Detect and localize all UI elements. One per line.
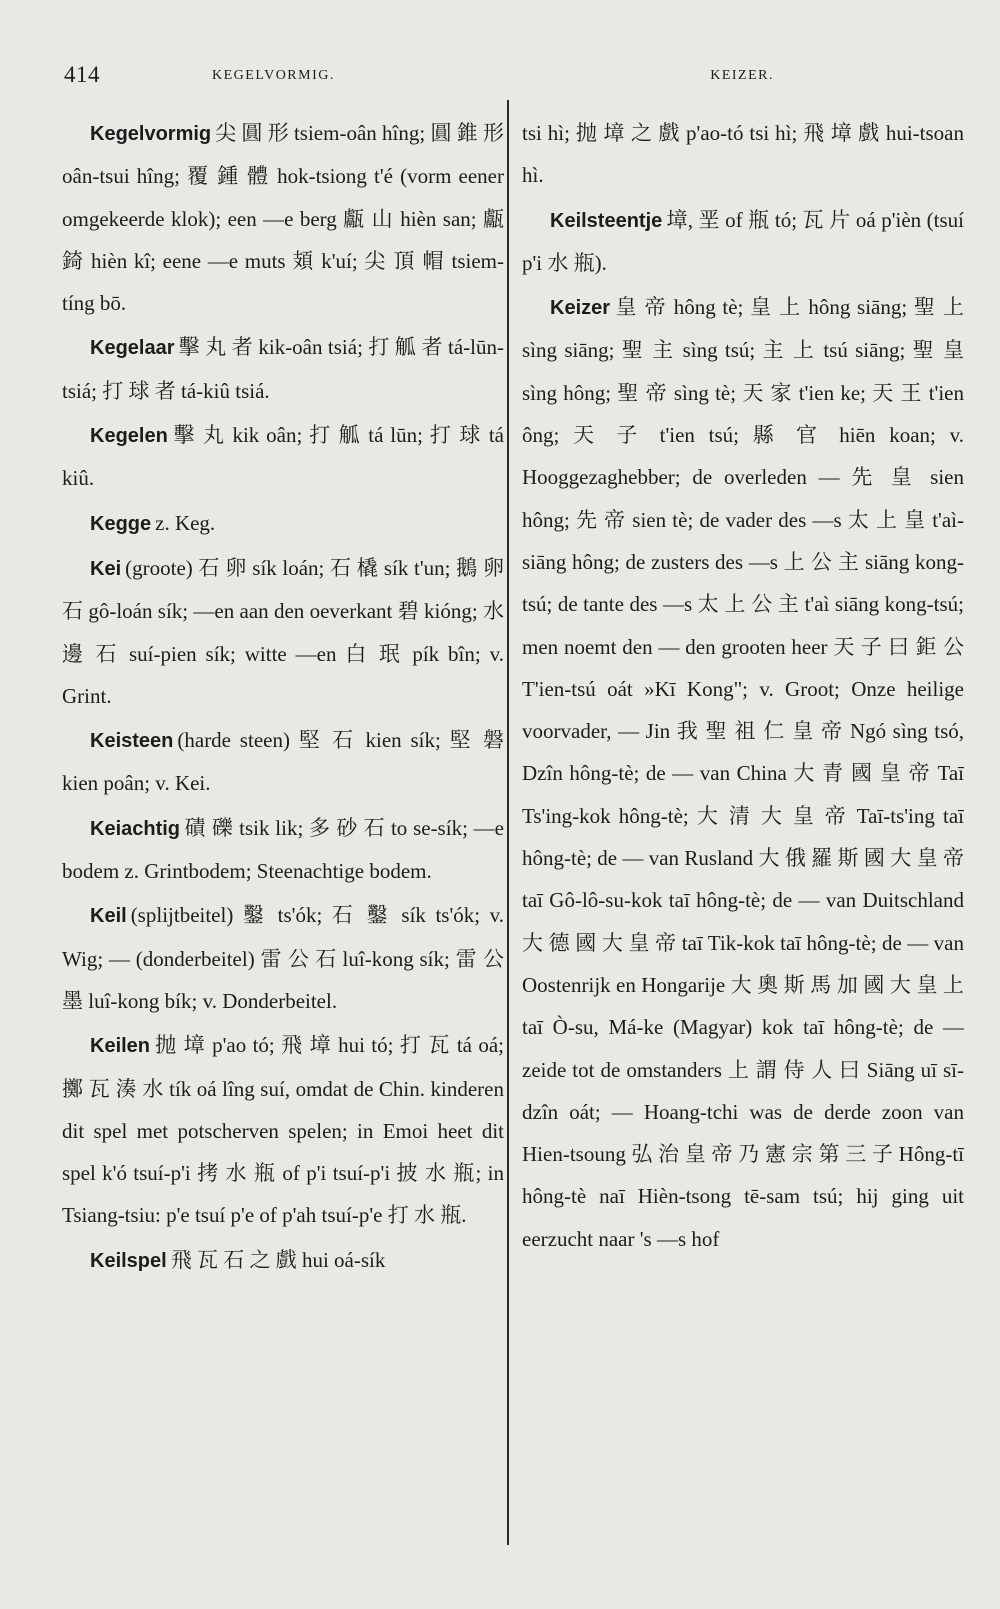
entry-text: (harde steen) 堅 石 kien sík; 堅 磐 kien poân; v. Kei. xyxy=(62,728,504,796)
entry-headword: Keil xyxy=(90,905,127,928)
entry-text: 磧 礫 tsik lik; 多 砂 石 to se-sík; —e bodem z. Grintbodem; Steenachtige bodem. xyxy=(62,815,504,884)
running-head-right: KEIZER. xyxy=(710,68,774,83)
entry-headword: Kegge xyxy=(90,512,152,535)
entry-text: 抛 墇 p'ao tó; 飛 墇 hui tó; 打 瓦 tá oá; 擲 瓦 湊 水 tík oá lîng suí, omdat de Chin. kinderen dit spel met potscherven spelen; in Emoi heet dit spel k'ó tsuí-p'i 拷 水 瓶 of p'i tsuí-p'i 披 水 瓶; in Tsiang-tsiu: p'e tsuí p'e of p'ah tsuí-p'e 打 水 瓶. xyxy=(62,1033,504,1228)
dictionary-entry xyxy=(62,807,504,893)
entry-headword: Kegelvormig xyxy=(90,123,212,145)
entry-text: 尖 圓 形 tsiem-oân hîng; 圓 錐 形 oân-tsui hîng; 覆 鍾 體 hok-tsiong t'é (vorm eener omgekeerde klok); een —e berg 甗 山 hièn san; 甗 錡 hièn kî; eene —e muts 頍 k'uí; 尖 頂 帽 tsiem-tíng bō. xyxy=(62,121,504,316)
continuation-text: tsi hì; 抛 墇 之 戲 p'ao-tó tsi hì; 飛 墇 戲 hui-tsoan hì. xyxy=(522,121,964,188)
entry-continuation xyxy=(522,112,964,197)
entry-headword: Keizer xyxy=(550,297,611,320)
entry-text: 擊 丸 kik oân; 打 觚 tá lūn; 打 球 tá kiû. xyxy=(62,423,504,491)
dictionary-entry xyxy=(62,414,504,500)
entry-text: (groote) 石 卵 sík loán; 石 橇 sík t'un; 鵝 卵 石 gô-loán sík; —en aan den oeverkant 碧 kióng; 水 邊 石 suí-pien sík; witte —en 白 珉 pík bîn; v. Grint. xyxy=(62,555,504,708)
entry-headword: Keiachtig xyxy=(90,817,181,840)
entry-headword: Kegelen xyxy=(90,425,168,448)
dictionary-entry xyxy=(62,894,504,1022)
dictionary-entry xyxy=(62,1239,504,1282)
dictionary-entry xyxy=(62,719,504,805)
left-column xyxy=(62,112,504,1542)
entry-text: z. Keg. xyxy=(155,510,216,535)
dictionary-entry xyxy=(62,112,504,324)
right-column xyxy=(522,112,964,1542)
dictionary-entry xyxy=(62,326,504,412)
running-head-left: KEGELVORMIG. xyxy=(212,68,335,83)
entry-headword: Keisteen xyxy=(90,730,174,753)
dictionary-entry xyxy=(522,286,964,1260)
entry-headword: Keilen xyxy=(90,1035,151,1058)
page-number: 414 xyxy=(64,62,100,87)
dictionary-entry xyxy=(62,502,504,545)
dictionary-entry xyxy=(522,199,964,285)
page-header xyxy=(62,62,960,96)
entry-headword: Kegelaar xyxy=(90,337,175,360)
dictionary-entry xyxy=(62,547,504,717)
column-divider xyxy=(507,100,509,1545)
dictionary-entry xyxy=(62,1024,504,1236)
entry-text: (splijtbeitel) 鑿 ts'ók; 石 鑿 sík ts'ók; v. Wig; — (donderbeitel) 雷 公 石 luî-kong sík; 雷 公 墨 luî-kong bík; v. Donderbeitel. xyxy=(62,903,504,1013)
entry-text: 墇, 垩 of 瓶 tó; 瓦 片 oá p'ièn (tsuí p'i 水 瓶). xyxy=(522,207,964,275)
entry-text: 飛 瓦 石 之 戲 hui oá-sík xyxy=(170,1247,386,1272)
entry-text: 擊 丸 者 kik-oân tsiá; 打 觚 者 tá-lūn-tsiá; 打 球 者 tá-kiû tsiá. xyxy=(62,335,504,403)
entry-headword: Kei xyxy=(90,557,122,580)
entry-headword: Keilspel xyxy=(90,1249,167,1272)
entry-text: 皇 帝 hông tè; 皇 上 hông siāng; 聖 上 sìng siāng; 聖 主 sìng tsú; 主 上 tsú siāng; 聖 皇 sìng hông; 聖 帝 sìng tè; 天 家 t'ien ke; 天 王 t'ien ông; 天 子 t'ien tsú; 縣 官 hiēn koan; v. Hooggezaghebber; de overleden — 先 皇 sien hông; 先 帝 sien tè; de vader des —s 太 上 皇 t'aì-siāng hông; de zusters des —s 上 公 主 siāng kong-tsú; de tante des —s 太 上 公 主 t'aì siāng kong-tsú; men noemt den — den grooten heer 天 子 曰 鉅 公 T'ien-tsú oát »Kī Kong"; v. Groot; Onze heilige voorvader, — Jin 我 聖 祖 仁 皇 帝 Ngó sìng tsó, Dzîn hông-tè; de — van China 大 青 國 皇 帝 Taī Ts'ing-kok hông-tè; 大 清 大 皇 帝 Taī-ts'ing taī hông-tè; de — van Rusland 大 俄 羅 斯 國 大 皇 帝 taī Gô-lô-su-kok taī hông-tè; de — van Duitschland 大 德 國 大 皇 帝 taī Tik-kok taī hông-tè; de — van Oostenrijk en Hongarije 大 奧 斯 馬 加 國 大 皇 上 taī Ò-su, Má-ke (Magyar) kok taī hông-tè; de — zeide tot de omstanders 上 謂 侍 人 曰 Siāng uī sī-dzîn oát; — Hoang-tchi was de derde zoon van Hien-tsoung 弘 治 皇 帝 乃 憲 宗 第 三 子 Hông-tī hông-tè naī Hièn-tsong tē-sam tsú; hij ging uit eerzucht naar 's —s hof xyxy=(522,295,964,1251)
entry-headword: Keilsteentje xyxy=(550,209,663,232)
